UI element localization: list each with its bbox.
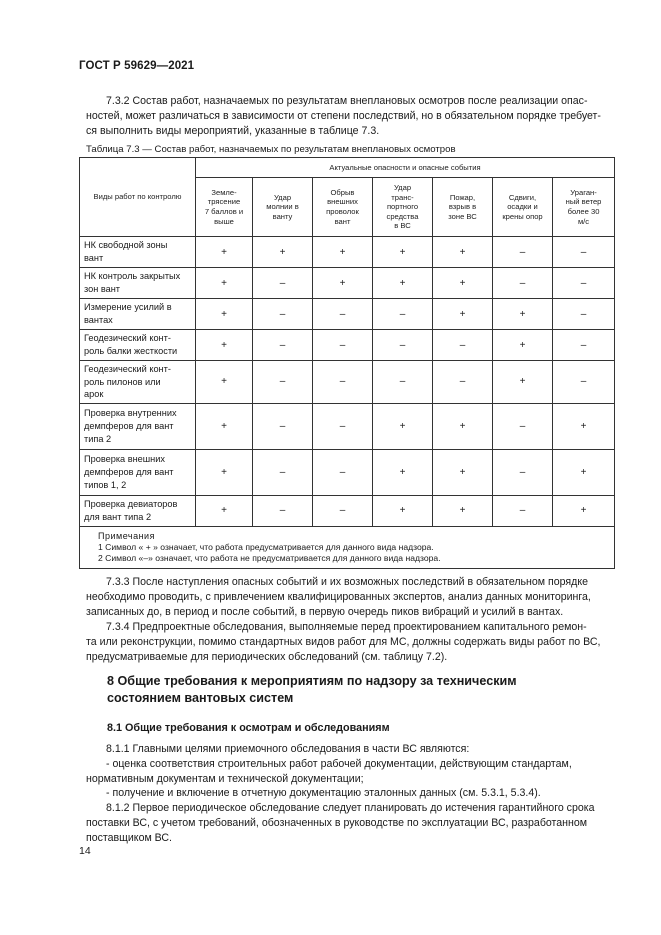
mark-cell: – xyxy=(493,449,553,495)
column-header-line: Сдвиги, xyxy=(508,192,537,202)
mark-cell: – xyxy=(553,361,615,404)
work-type-line: арок xyxy=(84,389,104,400)
column-header-line: Ураган- xyxy=(570,187,597,197)
work-type-cell xyxy=(80,361,196,404)
paragraph-line xyxy=(86,620,614,635)
mark-cell: – xyxy=(493,237,553,268)
column-header-line: портного xyxy=(386,202,419,212)
mark-cell: + xyxy=(196,449,253,495)
column-header-line: транс- xyxy=(391,192,414,202)
mark-cell: – xyxy=(253,268,313,299)
table-row xyxy=(80,237,615,268)
column-header-line: крены опор xyxy=(502,211,543,221)
mark-cell: + xyxy=(553,495,615,526)
column-header-line: ванту xyxy=(272,211,293,221)
subsection-8-1-title: 8.1 Общие требования к осмотрам и обследованиям xyxy=(107,722,390,734)
mark-cell: – xyxy=(493,268,553,299)
mark-cell: – xyxy=(553,268,615,299)
text-line: 8.1.2 Первое периодическое обследование следует планировать до истечения гарантийного срока xyxy=(106,802,595,814)
work-type-line: Геодезический конт- xyxy=(84,333,171,344)
column-header xyxy=(196,178,253,237)
first-column-header xyxy=(80,158,196,237)
mark-cell: – xyxy=(253,361,313,404)
work-type-line: демпферов для вант xyxy=(84,420,174,431)
mark-cell: + xyxy=(196,495,253,526)
mark-cell: + xyxy=(433,495,493,526)
paragraph-line xyxy=(86,801,614,816)
mark-cell: + xyxy=(373,495,433,526)
paragraph-line xyxy=(86,742,614,757)
column-header xyxy=(313,178,373,237)
mark-cell: – xyxy=(553,237,615,268)
notes-title: Примечания xyxy=(98,530,155,541)
mark-cell: – xyxy=(493,495,553,526)
table-notes xyxy=(80,526,615,569)
work-type-line: Проверка внешних xyxy=(84,454,165,465)
mark-cell: + xyxy=(313,268,373,299)
text-line: 7.3.4 Предпроектные обследования, выполняемые перед проектированием капитального ремон- xyxy=(106,621,587,633)
paragraph-line: та или реконструкции, помимо стандартных видов работ для МС, должны содержать виды работ по ВС, xyxy=(86,635,601,648)
column-header-line: ный ветер xyxy=(565,197,602,207)
column-header-line: Удар xyxy=(273,192,292,202)
column-header-line: Пожар, xyxy=(449,192,476,202)
text-line: 7.3.3 После наступления опасных событий и их возможных последствий в обязательном порядке xyxy=(106,576,588,588)
work-type-line: зон вант xyxy=(84,284,121,294)
work-type-cell xyxy=(80,299,196,330)
mark-cell: – xyxy=(313,330,373,361)
column-header xyxy=(373,178,433,237)
paragraph-line: поставки ВС, с учетом требований, обозначенных в руководстве по эксплуатации ВС, разработанном xyxy=(86,816,588,829)
section-title-line: состоянием вантовых систем xyxy=(107,691,294,705)
mark-cell: – xyxy=(553,330,615,361)
note-item: 2 Символ «–» означает, что работа не предусматривается для данного вида надзора. xyxy=(98,553,441,564)
work-type-line: Геодезический конт- xyxy=(84,364,171,374)
mark-cell: – xyxy=(313,495,373,526)
table-row xyxy=(80,361,615,404)
section-8-title xyxy=(107,673,587,707)
column-header-line: осадки и xyxy=(507,202,538,212)
column-header-line: взрыв в xyxy=(448,202,477,212)
paragraph-line: предусматриваемые для периодических обследований (см. таблицу 7.2). xyxy=(86,650,448,663)
text-line: 7.3.2 Состав работ, назначаемых по результатам внеплановых осмотров после реализации опас- xyxy=(106,95,588,107)
mark-cell: + xyxy=(373,449,433,495)
mark-cell: + xyxy=(196,268,253,299)
column-header-line: более 30 xyxy=(567,207,600,216)
text-line: 8.1.1 Главными целями приемочного обследования в части ВС являются: xyxy=(106,743,470,755)
column-header-line: внешних xyxy=(327,197,358,207)
work-type-line: роль пилонов или xyxy=(84,376,161,387)
paragraph-line xyxy=(86,786,614,801)
work-type-line: Проверка внутренних xyxy=(84,408,177,419)
mark-cell: + xyxy=(433,237,493,268)
column-header xyxy=(253,178,313,237)
column-header-line: зоне ВС xyxy=(448,211,477,221)
note-item: 1 Символ « + » означает, что работа предусматривается для данного вида надзора. xyxy=(98,541,434,552)
group-header: Актуальные опасности и опасные события xyxy=(196,158,615,178)
mark-cell: + xyxy=(373,268,433,299)
mark-cell: – xyxy=(313,403,373,449)
work-type-line: демпферов для вант xyxy=(84,466,174,477)
mark-cell: – xyxy=(553,299,615,330)
work-type-cell xyxy=(80,495,196,526)
table-row xyxy=(80,268,615,299)
works-table xyxy=(79,157,615,569)
column-header-line: проволок xyxy=(326,207,359,216)
page-number: 14 xyxy=(79,845,91,857)
work-type-cell xyxy=(80,403,196,449)
column-header-line: Обрыв xyxy=(330,187,355,197)
mark-cell: + xyxy=(373,403,433,449)
table-caption: Таблица 7.3 — Состав работ, назначаемых по результатам внеплановых осмотров xyxy=(86,144,456,155)
mark-cell: + xyxy=(493,330,553,361)
column-header-line: вант xyxy=(334,216,351,226)
mark-cell: – xyxy=(313,449,373,495)
mark-cell: – xyxy=(433,330,493,361)
mark-cell: – xyxy=(433,361,493,404)
column-header-line: выше xyxy=(214,216,234,226)
mark-cell: – xyxy=(253,449,313,495)
column-header-line: в ВС xyxy=(394,221,411,231)
mark-cell: + xyxy=(196,361,253,404)
work-type-line: Измерение усилий в xyxy=(84,302,172,313)
mark-cell: – xyxy=(313,299,373,330)
paragraph-line: ся выполнить виды мероприятий, указанные в таблице 7.3. xyxy=(86,124,380,137)
column-header-line: м/с xyxy=(577,216,590,226)
work-type-cell xyxy=(80,449,196,495)
text-line: - получение и включение в отчетную документацию эталонных данных (см. 5.3.1, 5.3.4). xyxy=(106,787,541,800)
mark-cell: + xyxy=(313,237,373,268)
paragraph-line xyxy=(86,94,614,109)
table-row xyxy=(80,495,615,526)
column-header xyxy=(433,178,493,237)
paragraph-line: записанных до, в период и после событий, в первую очередь пиков вибраций и усилий в вантах. xyxy=(86,605,564,618)
mark-cell: + xyxy=(493,361,553,404)
paragraph-7-3-2 xyxy=(86,94,614,138)
column-header-line: трясение xyxy=(207,197,241,207)
paragraph-8-1-1 xyxy=(86,742,614,801)
text-line: - оценка соответствия строительных работ рабочей документации, действующим стандартам, xyxy=(106,757,572,770)
column-header-line: 7 баллов и xyxy=(204,207,244,216)
paragraph-line: поставщиком ВС. xyxy=(86,831,172,844)
paragraph-line xyxy=(86,757,614,772)
paragraph-7-3-3 xyxy=(86,575,614,619)
work-type-line: НК контроль закрытых xyxy=(84,271,181,282)
mark-cell: + xyxy=(553,449,615,495)
work-type-line: роль балки жесткости xyxy=(84,346,178,356)
first-column-header-text: Виды работ по контролю xyxy=(93,192,182,202)
section-title-line: 8 Общие требования к мероприятиям по надзору за техническим xyxy=(107,674,517,688)
work-type-line: вант xyxy=(84,253,104,263)
mark-cell: + xyxy=(196,330,253,361)
table-row xyxy=(80,449,615,495)
column-header-line: молнии в xyxy=(266,202,299,212)
mark-cell: + xyxy=(196,299,253,330)
table-row xyxy=(80,299,615,330)
table-row xyxy=(80,330,615,361)
mark-cell: – xyxy=(253,299,313,330)
work-type-cell xyxy=(80,268,196,299)
work-type-line: Проверка девиаторов xyxy=(84,499,178,510)
mark-cell: + xyxy=(553,403,615,449)
paragraph-8-1-2 xyxy=(86,801,614,845)
mark-cell: + xyxy=(196,403,253,449)
mark-cell: – xyxy=(373,330,433,361)
mark-cell: + xyxy=(196,237,253,268)
mark-cell: – xyxy=(253,330,313,361)
mark-cell: – xyxy=(253,403,313,449)
mark-cell: + xyxy=(493,299,553,330)
paragraph-7-3-4 xyxy=(86,620,614,664)
mark-cell: – xyxy=(313,361,373,404)
work-type-line: НК свободной зоны xyxy=(84,240,168,251)
mark-cell: + xyxy=(373,237,433,268)
column-header xyxy=(493,178,553,237)
mark-cell: – xyxy=(373,299,433,330)
work-type-line: вантах xyxy=(84,315,113,325)
mark-cell: – xyxy=(493,403,553,449)
mark-cell: + xyxy=(433,403,493,449)
table-body xyxy=(80,237,615,527)
column-header-line: Земле- xyxy=(211,187,237,197)
column-header-line: средства xyxy=(386,211,419,221)
paragraph-line: ностей, может различаться в зависимости от степени последствий, но в обязательном порядке требует- xyxy=(86,109,601,122)
work-type-line: типов 1, 2 xyxy=(84,479,127,490)
document-header: ГОСТ Р 59629—2021 xyxy=(79,60,195,72)
work-type-line: для вант типа 2 xyxy=(84,511,152,522)
work-type-cell xyxy=(80,330,196,361)
column-header-line: Удар xyxy=(393,183,412,193)
mark-cell: + xyxy=(433,299,493,330)
mark-cell: + xyxy=(253,237,313,268)
work-type-line: типа 2 xyxy=(84,433,112,444)
mark-cell: + xyxy=(433,449,493,495)
table-row xyxy=(80,403,615,449)
paragraph-line: нормативным документам и технической документации; xyxy=(86,772,364,785)
mark-cell: – xyxy=(253,495,313,526)
column-header xyxy=(553,178,615,237)
work-type-cell xyxy=(80,237,196,268)
mark-cell: + xyxy=(433,268,493,299)
mark-cell: – xyxy=(373,361,433,404)
paragraph-line: необходимо проводить, с привлечением квалифицированных экспертов, анализ данных мониторинга, xyxy=(86,590,591,603)
paragraph-line xyxy=(86,575,614,590)
